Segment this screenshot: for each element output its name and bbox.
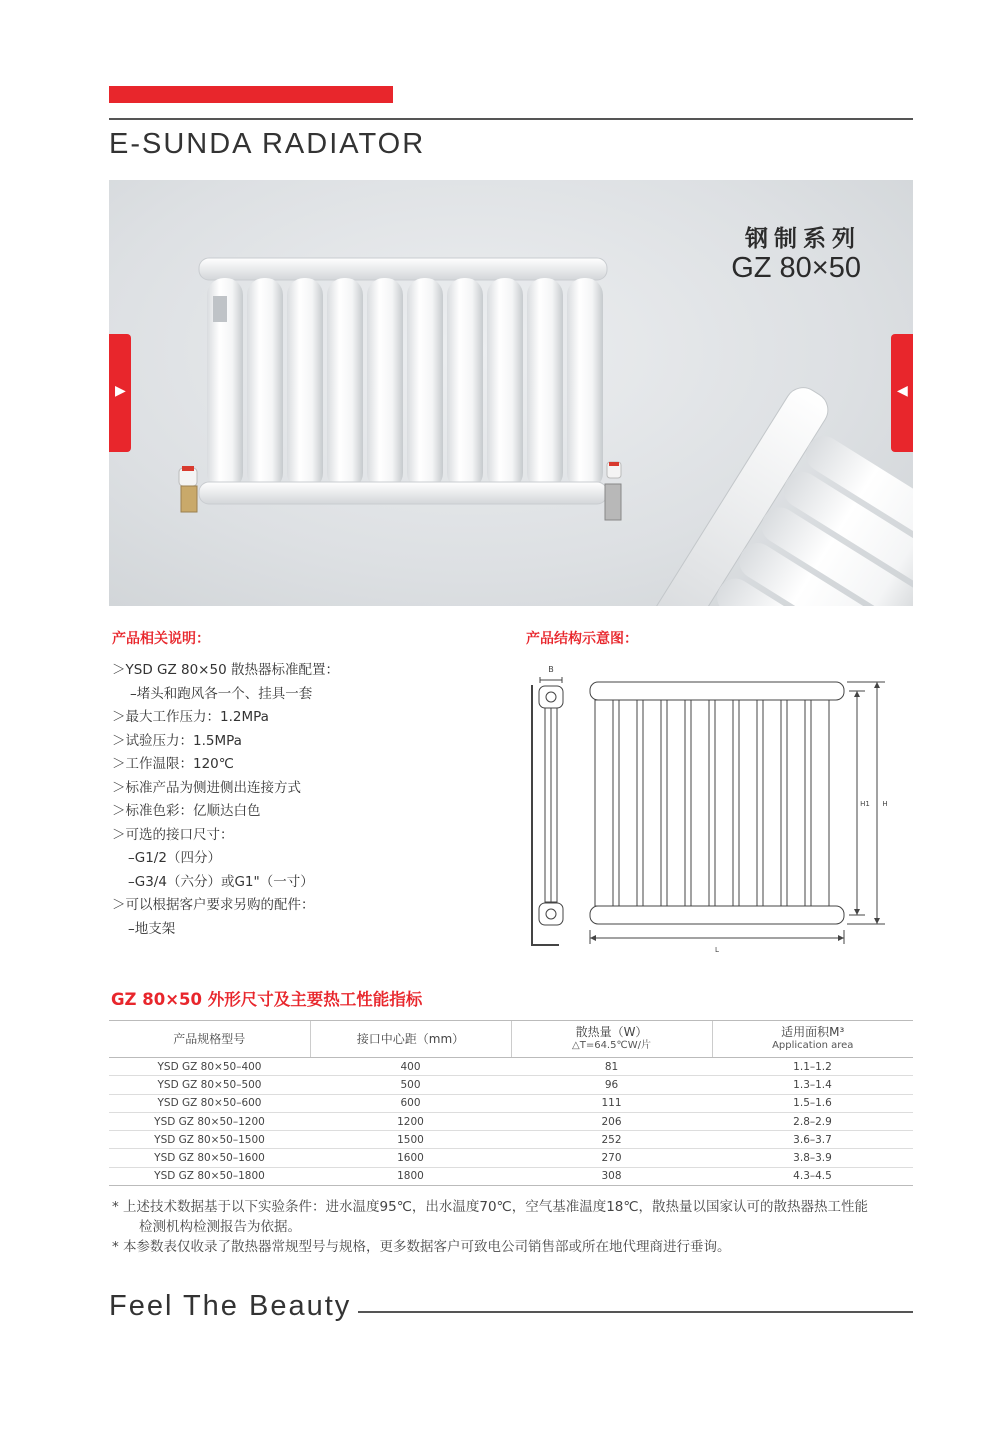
list-item: ＞标准产品为侧进侧出连接方式 [112, 779, 301, 796]
table-row [109, 1076, 913, 1094]
carousel-prev-button[interactable] [109, 334, 131, 452]
list-item: –堵头和跑风各一个、挂具一套 [130, 685, 313, 702]
cell: 3.8–3.9 [712, 1149, 913, 1167]
footnotes [112, 1197, 912, 1257]
dim-label-b: B [548, 665, 554, 674]
structure-title: 产品结构示意图： [526, 631, 638, 647]
list-item: –G1/2（四分） [128, 850, 221, 866]
cell: YSD GZ 80×50–500 [109, 1076, 310, 1094]
col-heat-output-label: 散热量（W） [575, 1025, 648, 1039]
cell: 96 [511, 1076, 712, 1094]
col-area-sub: Application area [772, 1040, 854, 1051]
cell: 1.3–1.4 [712, 1076, 913, 1094]
series-model: GZ 80×50 [731, 252, 861, 284]
list-item: ＞最大工作压力：1.2MPa [112, 709, 269, 725]
arrow-right-icon: ▶ [115, 383, 126, 399]
cell: YSD GZ 80×50–1600 [109, 1149, 310, 1167]
col-model: 产品规格型号 [109, 1021, 310, 1058]
table-title: GZ 80×50 外形尺寸及主要热工性能指标 [111, 990, 423, 1009]
cell: 3.6–3.7 [712, 1131, 913, 1149]
brand-accent-bar [109, 86, 393, 103]
cell: YSD GZ 80×50–1200 [109, 1112, 310, 1130]
cell: YSD GZ 80×50–600 [109, 1094, 310, 1112]
spec-table [109, 1020, 913, 1186]
cell: 500 [310, 1076, 511, 1094]
cell: 81 [511, 1058, 712, 1076]
footnote-1: * 上述技术数据基于以下实验条件：进水温度95℃，出水温度70℃，空气基准温度18℃，散热量以国家认可的散热器热工性能 [112, 1199, 869, 1215]
structure-diagram [527, 660, 897, 960]
cell: 270 [511, 1149, 712, 1167]
list-item: ＞标准色彩：亿顺达白色 [112, 803, 261, 819]
footnote-2: * 本参数表仅收录了散热器常规型号与规格，更多数据客户可致电公司销售部或所在地代理商进行垂询。 [112, 1239, 731, 1255]
list-item: ＞YSD GZ 80×50 散热器标准配置： [112, 662, 339, 678]
list-item: ＞工作温限：120℃ [112, 756, 234, 772]
footer-tagline: Feel The Beauty [109, 1290, 352, 1322]
cell: 600 [310, 1094, 511, 1112]
description-list [112, 659, 492, 941]
cell: 1.5–1.6 [712, 1094, 913, 1112]
carousel-next-button[interactable] [891, 334, 913, 452]
table-row [109, 1131, 913, 1149]
table-row [109, 1112, 913, 1130]
arrow-left-icon: ◀ [897, 383, 908, 399]
cell: 111 [511, 1094, 712, 1112]
cell: YSD GZ 80×50–1800 [109, 1167, 310, 1185]
cell: 400 [310, 1058, 511, 1076]
col-heat-output [511, 1021, 712, 1058]
cell: YSD GZ 80×50–400 [109, 1058, 310, 1076]
cell: 1200 [310, 1112, 511, 1130]
cell: 308 [511, 1167, 712, 1185]
cell: 1600 [310, 1149, 511, 1167]
series-label [731, 220, 861, 283]
description-title: 产品相关说明： [112, 631, 210, 647]
cell: 1500 [310, 1131, 511, 1149]
cell: 252 [511, 1131, 712, 1149]
col-heat-output-sub: △T=64.5℃W/片 [572, 1040, 651, 1051]
cell: 1.1–1.2 [712, 1058, 913, 1076]
dim-label-h1: H1 [860, 800, 870, 808]
table-row [109, 1058, 913, 1076]
table-header-row [109, 1021, 913, 1058]
dim-label-h: H [882, 800, 888, 808]
col-application-area [712, 1021, 913, 1058]
product-banner [109, 180, 913, 606]
footnote-1-continued: 检测机构检测报告为依据。 [139, 1219, 301, 1235]
cell: 2.8–2.9 [712, 1112, 913, 1130]
brand-title: E-SUNDA RADIATOR [109, 128, 426, 160]
col-area-label: 适用面积M³ [781, 1025, 845, 1039]
table-row [109, 1167, 913, 1185]
footer-divider [358, 1311, 913, 1313]
cell: 206 [511, 1112, 712, 1130]
header-divider [109, 118, 913, 120]
list-item: –G3/4（六分）或G1"（一寸） [128, 873, 314, 890]
list-item: ＞可以根据客户要求另购的配件： [112, 897, 315, 913]
list-item: ＞试验压力：1.5MPa [112, 732, 242, 749]
list-item: –地支架 [128, 920, 176, 937]
series-name: 钢制系列 [745, 226, 861, 252]
table-row [109, 1094, 913, 1112]
cell: YSD GZ 80×50–1500 [109, 1131, 310, 1149]
cell: 4.3–4.5 [712, 1167, 913, 1185]
table-row [109, 1149, 913, 1167]
dim-label-l: L [715, 946, 719, 954]
cell: 1800 [310, 1167, 511, 1185]
list-item: ＞可选的接口尺寸： [112, 826, 234, 843]
col-center-distance: 接口中心距（mm） [310, 1021, 511, 1058]
